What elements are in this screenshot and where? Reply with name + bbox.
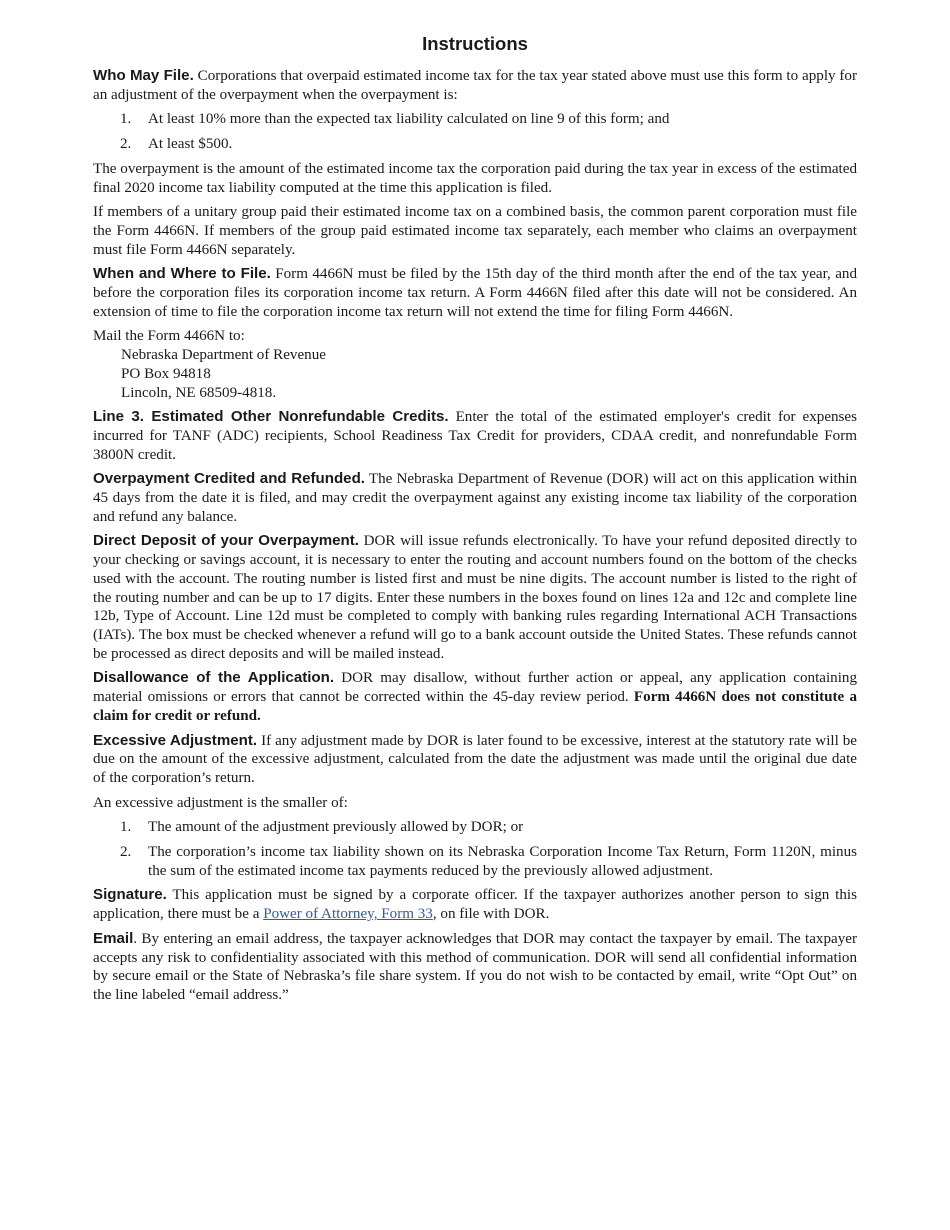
- email-text: . By entering an email address, the taxpayer acknowledges that DOR may contact the taxpayer by email. The taxpayer accepts any risk to confidentiality associated with this method of communication. DOR will send all confidential information by secure email or the State of Nebraska’s file share system. If you do not wish to be contacted by email, write “Opt Out” on the line labeled “email address.”: [93, 930, 857, 1003]
- mailing-address: [93, 327, 857, 402]
- direct-deposit-paragraph: [93, 532, 857, 663]
- excessive-list: [93, 818, 857, 880]
- overpayment-heading: Overpayment Credited and Refunded.: [93, 470, 365, 488]
- list-item: [93, 818, 857, 837]
- excessive-heading: Excessive Adjustment.: [93, 731, 258, 749]
- who-may-file-heading: Who May File.: [93, 67, 194, 84]
- disallowance-text: DOR may disallow, without further action or appeal, any application containing material omissions or errors that cannot be corrected within the 45-day review period.: [93, 670, 857, 706]
- instructions-page: [93, 30, 857, 1011]
- line3-text: Enter the total of the estimated employer's credit for expenses incurred for TANF (ADC) recipients, School Readiness Tax Credit for providers, CDAA credit, and nonrefundable Form 3800N credit.: [93, 409, 858, 463]
- signature-heading: Signature.: [93, 886, 167, 904]
- email-heading: Email: [93, 929, 134, 947]
- overpayment-paragraph: [93, 470, 857, 526]
- power-of-attorney-link[interactable]: Power of Attorney, Form 33: [263, 906, 433, 923]
- when-where-text: Form 4466N must be filed by the 15th day of the third month after the end of the tax year, and before the corporation files its corporation income tax return. A Form 4466N filed after this date will not be considered. An extension of time to file the corporation income tax return will not extend the time for filing Form 4466N.: [93, 266, 858, 320]
- address-line: PO Box 94818: [121, 365, 211, 382]
- disallowance-bold-text: Form 4466N does not constitute a claim for credit or refund.: [93, 689, 858, 724]
- list-number: 1.: [120, 819, 132, 836]
- when-where-heading: When and Where to File.: [93, 265, 271, 283]
- disallowance-paragraph: [93, 669, 857, 725]
- excessive-paragraph: [93, 732, 857, 788]
- disallowance-heading: Disallowance of the Application.: [93, 669, 335, 687]
- who-may-file-text: Corporations that overpaid estimated income tax for the tax year stated above must use this form to apply for an adjustment of the overpayment when the overpayment is:: [93, 68, 858, 103]
- list-text: At least 10% more than the expected tax liability calculated on line 9 of this form; and: [148, 111, 670, 128]
- signature-text: This application must be signed by a corporate officer. If the taxpayer authorizes another person to sign this application, there must be a: [93, 887, 857, 923]
- list-number: 2.: [120, 136, 132, 153]
- direct-deposit-heading: Direct Deposit of your Overpayment.: [93, 532, 359, 550]
- signature-paragraph: [93, 886, 857, 923]
- list-number: 2.: [120, 844, 132, 861]
- who-may-file-list: [93, 110, 857, 153]
- excessive-smaller-of: An excessive adjustment is the smaller of:: [93, 794, 348, 811]
- list-text: The corporation’s income tax liability shown on its Nebraska Corporation Income Tax Return, Form 1120N, minus the sum of the estimated income tax payments reduced by the previously allowed adjustment.: [148, 844, 857, 879]
- overpayment-definition: The overpayment is the amount of the estimated income tax the corporation paid during the tax year in excess of the estimated final 2020 income tax liability computed at the time this application is filed.: [93, 160, 857, 196]
- line3-heading: Line 3. Estimated Other Nonrefundable Credits.: [93, 408, 449, 426]
- mail-label: Mail the Form 4466N to:: [93, 328, 245, 345]
- address-line: Lincoln, NE 68509-4818.: [121, 384, 277, 401]
- list-text: The amount of the adjustment previously allowed by DOR; or: [148, 819, 524, 836]
- unitary-group-paragraph: If members of a unitary group paid their estimated income tax on a combined basis, the common parent corporation must file the Form 4466N. If members of the group paid estimated income tax separately, each member who claims an overpayment must file Form 4466N separately.: [93, 204, 857, 258]
- when-where-paragraph: [93, 265, 857, 321]
- direct-deposit-text: DOR will issue refunds electronically. To have your refund deposited directly to your checking or savings account, it is necessary to enter the routing and account numbers found on the bottom of the checks used with the account. The routing number is listed first and must be nine digits. The account number is listed to the right of the routing number and can be up to 17 digits. Enter these numbers in the boxes found on lines 12a and 12c and complete line 12b, Type of Account. Line 12d must be completed to comply with banking rules regarding International ACH Transactions (IATs). The box must be checked whenever a refund will go to a bank account outside the United States. These refunds cannot be processed as direct deposits and will be mailed instead.: [93, 533, 857, 662]
- page-title: Instructions: [422, 33, 528, 54]
- excessive-text: If any adjustment made by DOR is later found to be excessive, interest at the statutory rate will be due on the amount of the excessive adjustment, calculated from the date the adjustment was made until the original due date of the corporation’s return.: [93, 732, 857, 786]
- who-may-file-paragraph: [93, 67, 857, 104]
- signature-text-after: , on file with DOR.: [432, 906, 550, 923]
- list-item: [93, 135, 857, 154]
- email-paragraph: [93, 930, 857, 1005]
- line3-paragraph: [93, 408, 857, 464]
- list-number: 1.: [120, 111, 132, 128]
- list-item: [93, 843, 857, 880]
- overpayment-text: The Nebraska Department of Revenue (DOR) will act on this application within 45 days from the date it is filed, and may credit the overpayment against any existing income tax liability of the corporation and refund any balance.: [93, 471, 857, 525]
- list-text: At least $500.: [148, 136, 233, 153]
- list-item: [93, 110, 857, 129]
- address-line: Nebraska Department of Revenue: [121, 347, 326, 364]
